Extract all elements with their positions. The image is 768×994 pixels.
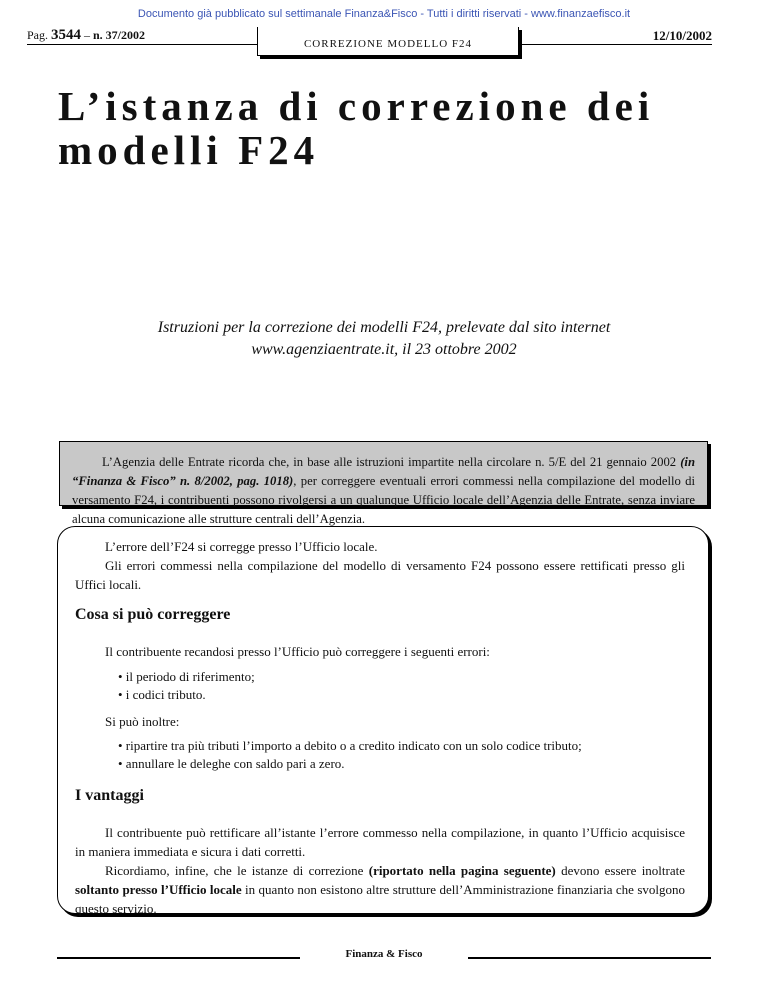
page-header-left [27, 27, 145, 44]
footer-publication: Finanza & Fisco [345, 948, 423, 960]
subtitle-line-2: www.agenziaentrate.it, il 23 ottobre 2002 [251, 341, 517, 358]
header-dash: – [84, 28, 90, 42]
title-line-2: modelli F24 [58, 127, 320, 173]
summary-box [59, 441, 708, 526]
para2-bold-d: soltanto presso l’Ufficio locale [75, 882, 242, 897]
summary-text-2: , per correggere eventuali errori commessi nella compilazione del modello di versamento F24, i contribuenti possono rivolgersi a un qualunque Ufficio locale dell’Agenzia delle Entrate, senza inviare alcuna comunicazione alle strutture centrali dell’Agenzia. [72, 474, 695, 526]
page-number: 3544 [51, 27, 81, 43]
subtitle-line-1: Istruzioni per la correzione dei modelli F24, prelevate dal sito internet [157, 319, 611, 336]
section-heading-cosa: Cosa si può correggere [75, 606, 231, 623]
topic-tab: CORREZIONE MODELLO F24 [257, 27, 519, 56]
para2-text-a: Ricordiamo, infine, che le istanze di correzione [105, 863, 369, 878]
section2-text [75, 823, 685, 918]
para2-bold-b: (riportato nella pagina seguente) [368, 863, 556, 878]
section1-text2: Si può inoltre: [105, 714, 180, 729]
summary-paragraph [72, 453, 695, 529]
summary-reference: (in “Finanza & Fisco” n. 8/2002, pag. 1018) [72, 455, 695, 488]
section2-paragraph-2 [75, 861, 685, 918]
article-subtitle [84, 317, 684, 361]
title-line-1: L’istanza di correzione dei [58, 83, 655, 129]
section1-text: Il contribuente recandosi presso l’Ufficio può correggere i seguenti errori: [105, 644, 490, 659]
section-heading-vantaggi: I vantaggi [75, 787, 144, 804]
list-item: • i codici tributo. [118, 687, 206, 702]
page-label: Pag. [27, 28, 48, 42]
intro-line-1: L’errore dell’F24 si corregge presso l’Ufficio locale. [105, 539, 378, 554]
section1-more [75, 712, 685, 731]
intro-text [75, 537, 685, 594]
copyright-notice: Documento già pubblicato sul settimanale Finanza&Fisco - Tutti i diritti riservati - www.finanzaefisco.it [137, 8, 631, 20]
footer-rule-right [468, 957, 711, 959]
action-list [118, 737, 678, 773]
footer-rule-left [57, 957, 300, 959]
list-item: • il periodo di riferimento; [118, 669, 255, 684]
error-list [118, 668, 678, 704]
summary-text-1: L’Agenzia delle Entrate ricorda che, in base alle istruzioni impartite nella circolare n. 5/E del 21 gennaio 2002 [102, 455, 681, 469]
list-item: • ripartire tra più tributi l’importo a debito o a credito indicato con un solo codice tributo; [118, 738, 582, 753]
list-item: • annullare le deleghe con saldo pari a zero. [118, 756, 345, 771]
intro-line-2: Gli errori commessi nella compilazione del modello di versamento F24 possono essere rettificati presso gli Uffici locali. [75, 558, 685, 592]
issue-date: 12/10/2002 [652, 28, 712, 43]
section2-paragraph-1: Il contribuente può rettificare all’istante l’errore commesso nella compilazione, in quanto l’Ufficio acquisisce in maniera immediata e sicura i dati corretti. [75, 825, 685, 859]
para2-text-c: devono essere inoltrate [555, 863, 686, 878]
section1-intro [75, 642, 685, 661]
issue-number: n. 37/2002 [93, 28, 146, 42]
article-title [58, 84, 738, 172]
para2-text-e: in quanto non esistono altre strutture dell’Amministrazione finanziaria che svolgono questo servizio. [75, 882, 685, 916]
